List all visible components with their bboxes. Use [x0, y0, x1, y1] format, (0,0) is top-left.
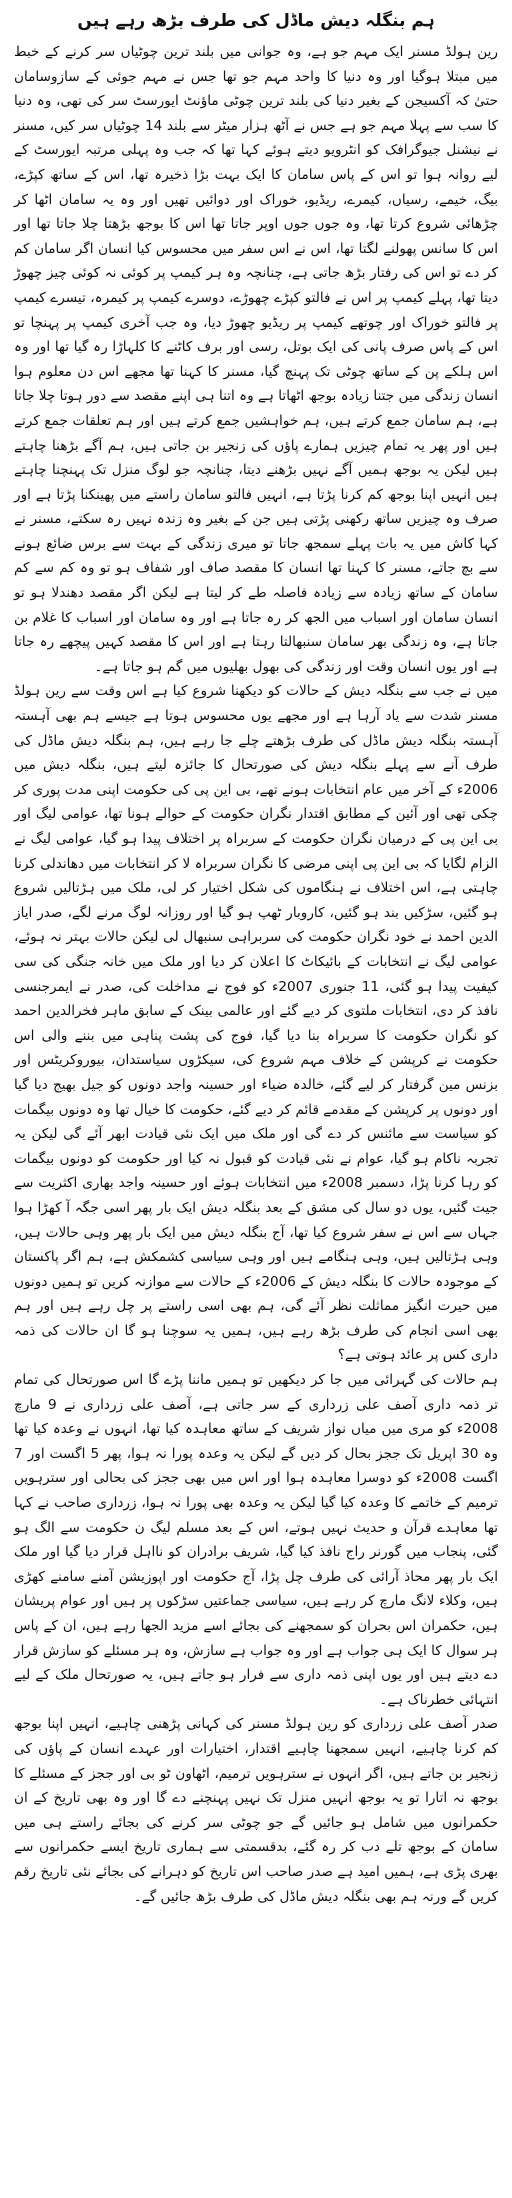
article-headline: ہم بنگلہ دیش ماڈل کی طرف بڑھ رہے ہیں [77, 11, 435, 31]
article-paragraph: صدر آصف علی زرداری کو رین ہولڈ مسنر کی کہانی پڑھنی چاہیے، انہیں اپنا بوجھ کم کرنا چاہیے، انہیں سمجھنا چاہیے اقتدار، اختیارات اور عہدے انسان کے پاؤں کی زنجیر بن جاتے ہیں، اگر انہوں نے سترہویں ترمیم، اٹھاون ٹو بی اور ججز کے مسئلے کا بوجھ نہ اتارا تو یہ بوجھ انہیں منزل تک نہیں پہنچنے دے گا اور وہ بھی تاریخ کے ان حکمرانوں میں شامل ہو جائیں گے جو چوٹی سر کرنے کی بجائے راستے ہی میں سامان کے بوجھ تلے دب کر رہ گئے، بدقسمتی سے ہماری تاریخ ایسے حکمرانوں سے بھری پڑی ہے، ہمیں امید ہے صدر صاحب اس تاریخ کو دہرانے کی بجائے نئی تاریخ رقم کریں گے ورنہ ہم بھی بنگلہ دیش ماڈل کی طرف بڑھ جائیں گے۔ [14, 1716, 498, 1905]
article-body [14, 40, 498, 1909]
article-paragraph: رین ہولڈ مسنر ایک مہم جو ہے، وہ جوانی میں بلند ترین چوٹیاں سر کرنے کے خبط میں مبتلا ہوگیا اور وہ دنیا کا واحد مہم جو تھا جس نے مہم جوئی کے سازوسامان حتیٰ کہ آکسیجن کے بغیر دنیا کی بلند ترین چوٹی ماؤنٹ ایورسٹ سر کی تھی، وہ دنیا کا سب سے پہلا مہم جو ہے جس نے آٹھ ہزار میٹر سے بلند 14 چوٹیاں سر کیں، مسنر نے نیشنل جیوگرافک کو انٹرویو دیتے ہوئے کہا تھا کہ جب وہ پہلی مرتبہ ایورسٹ کے لیے روانہ ہوا تو اس کے پاس سامان کا ایک بہت بڑا ذخیرہ تھا، اس کے ساتھ کپڑے، بیگ، خیمے، رسیاں، کیمرے، ریڈیو، خوراک اور دوائیں تھیں اور وہ یہ سامان اٹھا کر چڑھائی شروع کرتا تھا، وہ جوں جوں اوپر جاتا تھا اس کا بوجھ بڑھتا چلا جاتا تھا اور اس کا سانس پھولنے لگتا تھا، اس نے اس سفر میں محسوس کیا انسان اگر سامان کم کر دے تو اس کی رفتار بڑھ جاتی ہے، چنانچہ وہ ہر کیمپ پر کوئی نہ کوئی چیز چھوڑ دیتا تھا، پہلے کیمپ پر اس نے فالتو کپڑے چھوڑے، دوسرے کیمپ پر کیمرہ، تیسرے کیمپ پر فالتو خوراک اور چوتھے کیمپ پر ریڈیو چھوڑ دیا، وہ جب آخری کیمپ پر پہنچا تو اس کے پاس صرف پانی کی ایک بوتل، رسی اور برف کاٹنے کا کلہاڑا رہ گیا تھا اور وہ اس ہلکے پن کے ساتھ چوٹی تک پہنچ گیا، مسنر کا کہنا تھا مجھے اس دن معلوم ہوا انسان زندگی میں جتنا زیادہ بوجھ اٹھاتا ہے وہ اتنا ہی اپنے مقصد سے دور ہوتا چلا جاتا ہے، ہم سامان جمع کرتے ہیں، ہم خواہشیں جمع کرتے ہیں اور ہم تعلقات جمع کرتے ہیں اور پھر یہ تمام چیزیں ہمارے پاؤں کی زنجیر بن جاتی ہیں، ہم آگے بڑھنا چاہتے ہیں لیکن یہ بوجھ ہمیں آگے نہیں بڑھنے دیتا، چنانچہ جو لوگ منزل تک پہنچنا چاہتے ہیں انہیں اپنا بوجھ کم کرنا پڑتا ہے، انہیں فالتو سامان راستے میں پھینکنا پڑتا ہے اور صرف وہ چیزیں ساتھ رکھنی پڑتی ہیں جن کے بغیر وہ زندہ نہیں رہ سکتے، مسنر نے کہا کاش میں یہ بات پہلے سمجھ جاتا تو میری زندگی کے بہت سے برس ضائع ہونے سے بچ جاتے، مسنر کا کہنا تھا انسان کا مقصد صاف اور شفاف ہو تو وہ کم سے کم سامان کے ساتھ زیادہ سے زیادہ فاصلہ طے کر لیتا ہے لیکن اگر مقصد دھندلا ہو تو انسان سامان اور اسباب میں الجھ کر رہ جاتا ہے اور وہ سامان اور اسباب کا غلام بن جاتا ہے، وہ زندگی بھر سامان سنبھالتا رہتا ہے اور اس کا مقصد کہیں پیچھے رہ جاتا ہے اور یوں انسان وقت اور زندگی کی بھول بھلیوں میں گم ہو جاتا ہے۔ [14, 44, 498, 675]
article-paragraph: میں نے جب سے بنگلہ دیش کے حالات کو دیکھنا شروع کیا ہے اس وقت سے رین ہولڈ مسنر شدت سے یاد آرہا ہے اور مجھے یوں محسوس ہوتا ہے جیسے ہم بھی آہستہ آہستہ بنگلہ دیش ماڈل کی طرف بڑھتے چلے جا رہے ہیں، ہم بنگلہ دیش ماڈل کی طرف آنے سے پہلے بنگلہ دیش کی صورتحال کا جائزہ لیتے ہیں، بنگلہ دیش میں 2006ء کے آخر میں عام انتخابات ہونے تھے، بی این پی کی حکومت اپنی مدت پوری کر چکی تھی اور آئین کے مطابق اقتدار نگران حکومت کے حوالے ہونا تھا، عوامی لیگ اور بی این پی کے درمیان نگران حکومت کے سربراہ پر اختلاف پیدا ہو گیا، عوامی لیگ نے الزام لگایا کہ بی این پی اپنی مرضی کا نگران سربراہ لا کر انتخابات میں دھاندلی کرنا چاہتی ہے، اس اختلاف نے ہنگاموں کی شکل اختیار کر لی، ملک میں ہڑتالیں شروع ہو گئیں، سڑکیں بند ہو گئیں، کاروبار ٹھپ ہو گیا اور روزانہ لوگ مرنے لگے، صدر ایاز الدین احمد نے خود نگران حکومت کی سربراہی سنبھال لی لیکن حالات بہتر نہ ہوئے، عوامی لیگ نے انتخابات کے بائیکاٹ کا اعلان کر دیا اور ملک میں خانہ جنگی کی سی کیفیت پیدا ہو گئی، 11 جنوری 2007ء کو فوج نے مداخلت کی، صدر نے ایمرجنسی نافذ کر دی، انتخابات ملتوی کر دیے گئے اور عالمی بینک کے سابق ماہر فخرالدین احمد کو نگران حکومت کا سربراہ بنا دیا گیا، فوج کی پشت پناہی میں بننے والی اس حکومت نے کرپشن کے خلاف مہم شروع کی، سیکڑوں سیاستدان، بیوروکریٹس اور بزنس مین گرفتار کر لیے گئے، خالدہ ضیاء اور حسینہ واجد دونوں کو جیل بھیج دیا گیا اور دونوں پر کرپشن کے مقدمے قائم کر دیے گئے، حکومت کا خیال تھا وہ دونوں بیگمات کو سیاست سے مائنس کر دے گی اور ملک میں ایک نئی قیادت ابھر آئے گی لیکن یہ تجربہ ناکام ہو گیا، عوام نے نئی قیادت کو قبول نہ کیا اور حکومت کو دونوں بیگمات کو رہا کرنا پڑا، دسمبر 2008ء میں انتخابات ہوئے اور حسینہ واجد بھاری اکثریت سے جیت گئیں، یوں دو سال کی مشق کے بعد بنگلہ دیش ایک بار پھر اسی جگہ آ کھڑا ہوا جہاں سے اس نے سفر شروع کیا تھا، آج بنگلہ دیش میں ایک بار پھر وہی حالات ہیں، وہی ہڑتالیں ہیں، وہی ہنگامے ہیں اور وہی سیاسی کشمکش ہے، ہم اگر پاکستان کے موجودہ حالات کا بنگلہ دیش کے 2006ء کے حالات سے موازنہ کریں تو ہمیں دونوں میں حیرت انگیز مماثلت نظر آئے گی، ہم بھی اسی راستے پر چل رہے ہیں اور ہم بھی اسی انجام کی طرف بڑھ رہے ہیں، ہمیں یہ سوچنا ہو گا ان حالات کی ذمہ داری کس پر عائد ہوتی ہے؟ [14, 683, 499, 1364]
article-paragraph: ہم حالات کی گہرائی میں جا کر دیکھیں تو ہمیں ماننا پڑے گا اس صورتحال کی تمام تر ذمہ داری آصف علی زرداری کے سر جاتی ہے، آصف علی زرداری نے 9 مارچ 2008ء کو مری میں میاں نواز شریف کے ساتھ معاہدہ کیا تھا، انہوں نے وعدہ کیا تھا وہ 30 اپریل تک ججز بحال کر دیں گے لیکن یہ وعدہ پورا نہ ہوا، پھر 5 اگست اور 7 اگست 2008ء کو دوسرا معاہدہ ہوا اور اس میں بھی ججز کی بحالی اور سترہویں ترمیم کے خاتمے کا وعدہ کیا گیا لیکن یہ وعدہ بھی پورا نہ ہوا، زرداری صاحب نے کہا تھا معاہدے قرآن و حدیث نہیں ہوتے، اس کے بعد مسلم لیگ ن حکومت سے الگ ہو گئی، پنجاب میں گورنر راج نافذ کیا گیا، شریف برادران کو نااہل قرار دیا گیا اور ملک ایک بار پھر محاذ آرائی کی طرف چل پڑا، آج حکومت اور اپوزیشن آمنے سامنے کھڑی ہیں، وکلاء لانگ مارچ کر رہے ہیں، سیاسی جماعتیں سڑکوں پر ہیں اور عوام پریشان ہیں، حکمران اس بحران کو سمجھنے کی بجائے اسے مزید الجھا رہے ہیں، ان کے پاس ہر سوال کا ایک ہی جواب ہے اور وہ جواب ہے سازش، وہ ہر مسئلے کو سازش قرار دے دیتے ہیں اور یوں اپنی ذمہ داری سے فرار ہو جاتے ہیں، یہ صورتحال ملک کے لیے انتہائی خطرناک ہے۔ [14, 1372, 499, 1708]
